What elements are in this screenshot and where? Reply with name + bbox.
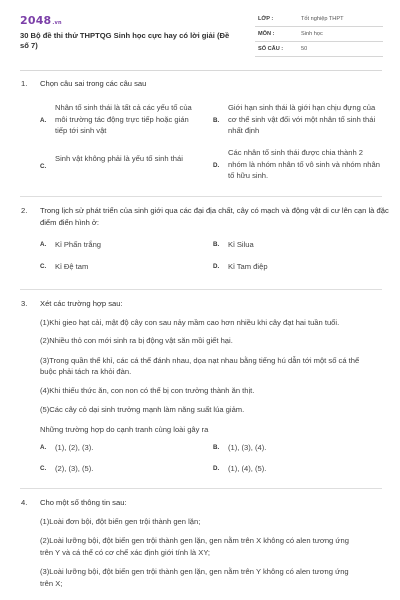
answer-option-d[interactable] — [213, 147, 383, 182]
meta-row-class — [255, 12, 383, 27]
meta-label: MÔN : — [258, 31, 275, 37]
question-divider — [20, 289, 382, 290]
option-letter: A. — [40, 241, 47, 248]
question-divider — [20, 488, 382, 489]
statement-2: (2)Loài lưỡng bội, đột biến gen trội thành gen lặn, gen nằm trên X không có alen tương ứng trên Y và cá thể có cơ chế xác định giới tính là XY; — [40, 536, 349, 557]
meta-row-question-count — [255, 42, 383, 57]
option-text: (1), (4), (5). — [228, 464, 267, 473]
option-text: Kỉ Phấn trắng — [55, 240, 102, 249]
option-text: Kỉ Silua — [228, 240, 254, 249]
option-letter: B. — [213, 444, 220, 451]
statement-5: (5)Các cây cỏ dại sinh trưởng mạnh làm năng suất lúa giảm. — [40, 405, 245, 414]
answer-option-d[interactable] — [213, 463, 373, 475]
header-divider — [20, 70, 382, 71]
option-letter: D. — [213, 162, 220, 169]
meta-label: SỐ CÂU : — [258, 46, 284, 52]
meta-row-subject — [255, 27, 383, 42]
answer-option-c[interactable] — [40, 153, 200, 170]
option-text: Nhân tố sinh thái là tất cả các yếu tố của môi trường tác động trực tiếp hoặc gián tiếp tới sinh vật — [55, 103, 192, 135]
question-3 — [0, 298, 400, 488]
option-text: (2), (3), (5). — [55, 464, 94, 473]
logo-text: 2048 — [20, 14, 52, 27]
answer-option-b[interactable] — [213, 442, 373, 454]
document-header — [20, 12, 382, 58]
statement-4: (4)Khi thiếu thức ăn, con non có thể bị con trưởng thành ăn thịt. — [40, 385, 255, 395]
question-1 — [0, 78, 400, 196]
question-number: 1. — [21, 79, 28, 88]
question-stem — [20, 497, 400, 509]
option-letter: C. — [40, 465, 47, 472]
question-text: Chọn câu sai trong các câu sau — [40, 79, 147, 88]
option-text: Các nhân tố sinh thái được chia thành 2 nhóm là nhóm nhân tố vô sinh và nhóm nhân tố hữu sinh. — [228, 148, 380, 180]
question-text: Cho một số thông tin sau: — [40, 498, 127, 507]
option-letter: B. — [213, 241, 220, 248]
option-text: Kỉ Đệ tam — [55, 262, 89, 271]
question-divider — [20, 196, 382, 197]
statement-3: (3)Trong quần thể khỉ, các cá thể đánh nhau, dọa nạt nhau bằng tiếng hú dẫn tới một số cá thể buộc phải tách ra khỏi đàn. — [40, 355, 360, 376]
option-letter: A. — [40, 117, 47, 124]
document-title: 30 Bộ đề thi thử THPTQG Sinh học cực hay có lời giải (Đề số 7) — [20, 31, 230, 50]
option-text: Kỉ Tam điệp — [228, 262, 268, 271]
option-text: Giới hạn sinh thái là giới hạn chịu đựng của cơ thể sinh vật đối với một nhân tố sinh thái nhất định — [228, 103, 376, 135]
answer-option-a[interactable] — [40, 102, 200, 137]
document-meta-table — [255, 12, 383, 57]
question-number: 4. — [21, 498, 28, 507]
answer-option-a[interactable] — [40, 239, 200, 251]
question-stem — [20, 298, 400, 310]
answer-option-c[interactable] — [40, 261, 200, 273]
question-4 — [0, 497, 400, 589]
meta-value: Sinh học — [301, 31, 323, 37]
option-letter: D. — [213, 465, 220, 472]
statement-2: (2)Nhiều thỏ con mới sinh ra bị động vật săn mồi giết hại. — [40, 336, 233, 345]
meta-label: LỚP : — [258, 16, 274, 22]
question-stem — [20, 205, 400, 228]
answer-option-c[interactable] — [40, 463, 200, 475]
question-stem — [20, 78, 400, 90]
option-text: Sinh vật không phải là yếu tố sinh thái — [55, 154, 183, 163]
meta-value: Tốt nghiệp THPT — [301, 16, 344, 22]
question-prompt: Những trường hợp do cạnh tranh cùng loài gây ra — [40, 424, 209, 434]
option-letter: B. — [213, 117, 220, 124]
site-logo[interactable] — [20, 14, 62, 27]
answer-option-a[interactable] — [40, 442, 200, 454]
question-number: 2. — [21, 206, 28, 215]
option-letter: D. — [213, 263, 220, 270]
option-text: (1), (2), (3). — [55, 443, 94, 452]
option-text: (1), (3), (4). — [228, 443, 267, 452]
statement-3: (3)Loài lưỡng bội, đột biến gen trội thành gen lặn, gen nằm trên Y không có alen tương ứng trên X; — [40, 567, 349, 588]
option-letter: C. — [40, 263, 47, 270]
statement-1: (1)Loài đơn bội, đột biến gen trội thành gen lặn; — [40, 516, 201, 526]
question-2 — [0, 205, 400, 289]
answer-option-b[interactable] — [213, 102, 383, 137]
answer-option-b[interactable] — [213, 239, 373, 251]
question-number: 3. — [21, 299, 28, 308]
question-list — [0, 78, 400, 589]
option-letter: C. — [40, 163, 47, 170]
question-text: Trong lịch sử phát triển của sinh giới qua các đại địa chất, cây có mạch và động vật di cư lên cạn là đặc điểm điển hình ở: — [40, 206, 389, 227]
question-text: Xét các trường hợp sau: — [40, 299, 123, 308]
logo-suffix: .vn — [52, 20, 62, 26]
meta-value: 50 — [301, 46, 308, 52]
answer-option-d[interactable] — [213, 261, 373, 273]
statement-1: (1)Khi gieo hạt cải, mật độ cây con sau nảy mầm cao hơn nhiều khi cây đạt hai tuần tuổi. — [40, 317, 340, 327]
option-letter: A. — [40, 444, 47, 451]
